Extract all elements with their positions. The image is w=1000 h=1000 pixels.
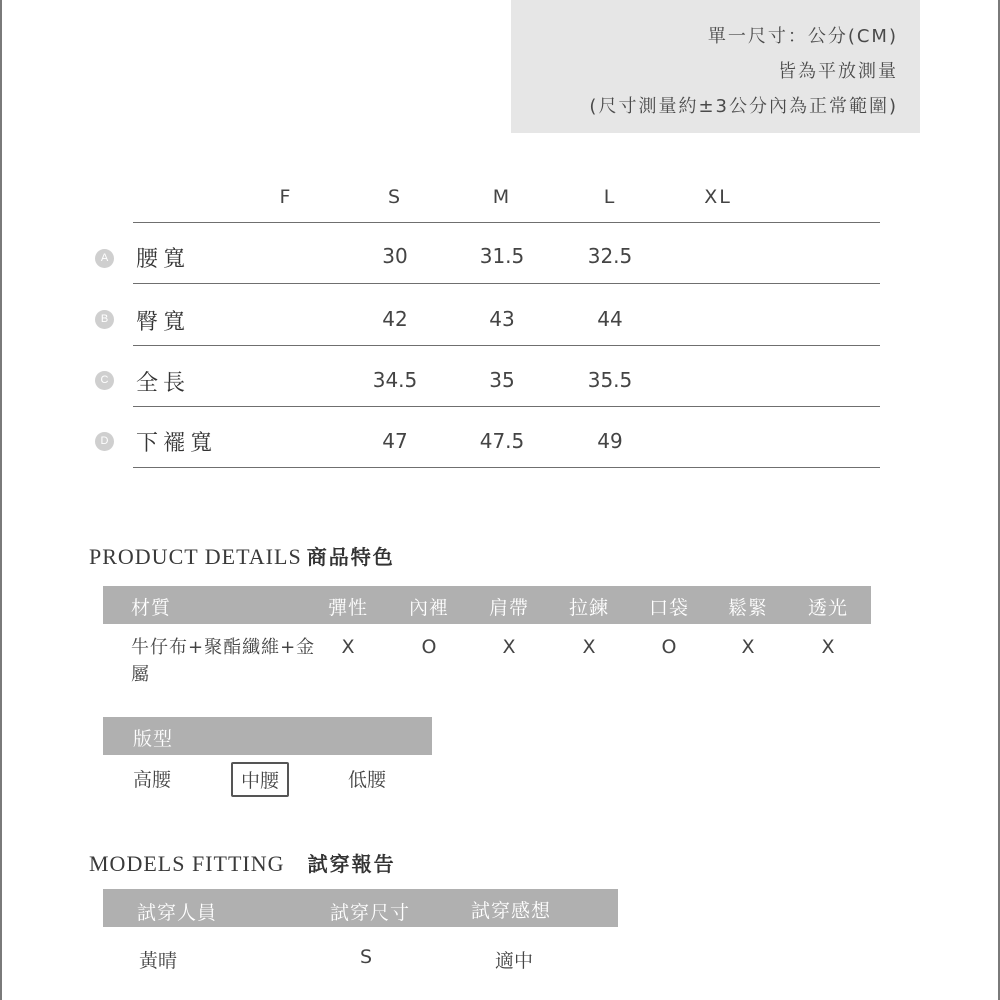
row-label-hip: 臀寬 xyxy=(136,310,191,335)
fit-option-low-waist: 低腰 xyxy=(348,769,387,791)
feature-value-zipper: X xyxy=(582,636,596,658)
models-fitting-title-en: MODELS FITTING xyxy=(89,851,285,876)
fit-option-mid-waist-selected: 中腰 xyxy=(231,762,289,797)
table-cell: 44 xyxy=(597,307,623,331)
size-header-s: S xyxy=(387,186,403,208)
size-header-m: M xyxy=(492,186,512,208)
feature-header-elastic: 彈性 xyxy=(327,597,369,619)
fitting-model-size: S xyxy=(360,946,373,968)
feature-header-zipper: 拉鍊 xyxy=(568,597,610,619)
fit-header: 版型 xyxy=(133,728,174,750)
table-cell: 31.5 xyxy=(479,244,525,268)
table-cell: 30 xyxy=(382,244,408,268)
table-cell: 34.5 xyxy=(372,368,418,392)
fit-option-high-waist: 高腰 xyxy=(133,769,172,791)
size-header-f: F xyxy=(279,186,293,208)
feature-header-lining: 內裡 xyxy=(408,597,450,619)
material-header: 材質 xyxy=(131,597,172,619)
product-details-title xyxy=(89,541,395,570)
note-unit: 單一尺寸：公分(CM) xyxy=(707,26,898,47)
table-divider xyxy=(133,345,880,346)
fitting-header-feedback: 試穿感想 xyxy=(471,900,552,922)
feature-value-lining: O xyxy=(421,636,437,658)
table-cell: 42 xyxy=(382,307,408,331)
fitting-header-size: 試穿尺寸 xyxy=(330,902,411,924)
table-cell: 43 xyxy=(489,307,515,331)
table-cell: 47.5 xyxy=(479,429,525,453)
feature-value-strap: X xyxy=(502,636,516,658)
row-label-hem: 下襬寬 xyxy=(136,431,218,456)
feature-header-elastic-band: 鬆緊 xyxy=(727,597,769,619)
row-badge: B xyxy=(95,310,114,329)
table-cell: 32.5 xyxy=(587,244,633,268)
table-cell: 35 xyxy=(489,368,515,392)
models-fitting-title xyxy=(89,848,396,877)
row-badge: A xyxy=(95,249,114,268)
table-divider xyxy=(133,467,880,468)
fitting-model-feedback: 適中 xyxy=(495,950,534,972)
feature-value-pocket: O xyxy=(661,636,677,658)
feature-value-elastic-band: X xyxy=(741,636,755,658)
fitting-header-model: 試穿人員 xyxy=(137,902,218,924)
row-badge: D xyxy=(95,432,114,451)
row-label-length: 全長 xyxy=(136,371,191,396)
product-details-title-zh: 商品特色 xyxy=(306,545,395,569)
table-divider xyxy=(133,222,880,223)
product-details-title-en: PRODUCT DETAILS xyxy=(89,544,302,569)
note-tolerance: (尺寸測量約±3公分內為正常範圍) xyxy=(589,96,898,117)
feature-header-pocket: 口袋 xyxy=(648,597,690,619)
size-header-xl: XL xyxy=(704,186,732,208)
feature-header-strap: 肩帶 xyxy=(488,597,530,619)
row-badge: C xyxy=(95,371,114,390)
note-method: 皆為平放測量 xyxy=(778,61,898,82)
feature-header-sheer: 透光 xyxy=(807,597,849,619)
table-divider xyxy=(133,283,880,284)
table-cell: 35.5 xyxy=(587,368,633,392)
table-cell: 47 xyxy=(382,429,408,453)
size-header-l: L xyxy=(603,186,617,208)
table-divider xyxy=(133,406,880,407)
measurement-note xyxy=(511,0,920,133)
material-value: 牛仔布+聚酯纖維+金屬 xyxy=(131,637,316,685)
fitting-model-name: 黃晴 xyxy=(139,950,178,972)
feature-value-elastic: X xyxy=(341,636,355,658)
row-label-waist: 腰寬 xyxy=(136,247,191,272)
models-fitting-title-zh: 試穿報告 xyxy=(307,852,396,876)
table-cell: 49 xyxy=(597,429,623,453)
feature-value-sheer: X xyxy=(821,636,835,658)
